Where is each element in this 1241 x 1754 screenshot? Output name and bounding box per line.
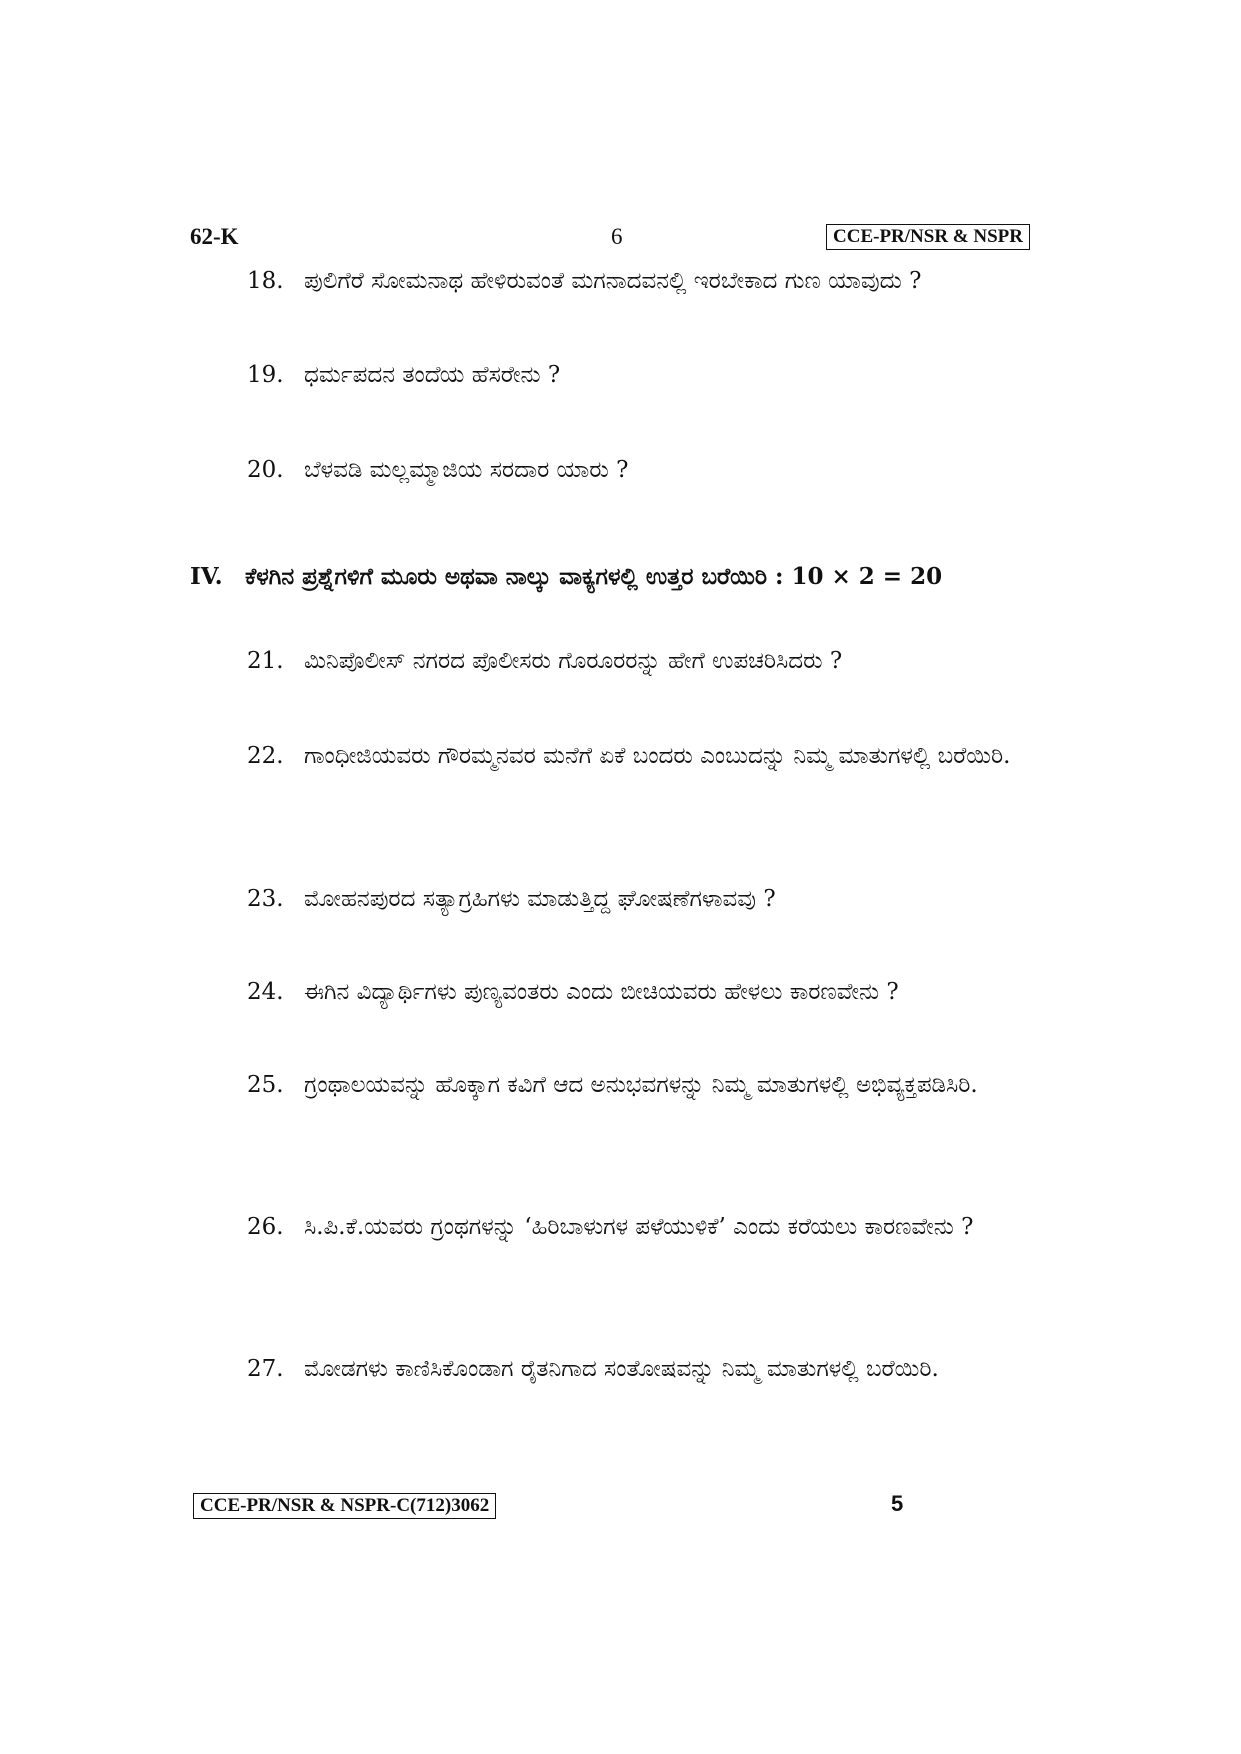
question-25	[247, 1056, 1057, 1114]
question-number: 25.	[247, 1072, 284, 1098]
question-27	[247, 1340, 1057, 1398]
question-number: 19.	[247, 362, 284, 388]
question-number: 24.	[247, 979, 284, 1005]
question-text: ಮೋಡಗಳು ಕಾಣಿಸಿಕೊಂಡಾಗ ರೈತನಿಗಾದ ಸಂತೋಷವನ್ನು ನಿಮ್ಮ ಮಾತುಗಳಲ್ಲಿ ಬರೆಯಿರಿ.	[304, 1356, 939, 1382]
question-18	[247, 252, 1057, 310]
question-21	[247, 632, 1057, 690]
question-number: 26.	[247, 1214, 284, 1240]
question-number: 22.	[247, 743, 284, 769]
question-text: ಬೆಳವಡಿ ಮಲ್ಲಮ್ಮಾಜಿಯ ಸರದಾರ ಯಾರು ?	[304, 457, 629, 483]
page-number: 6	[611, 224, 623, 249]
question-22	[247, 727, 1057, 785]
question-text: ಮಿನಿಪೊಲೀಸ್ ನಗರದ ಪೊಲೀಸರು ಗೊರೂರರನ್ನು ಹೇಗೆ ಉಪಚರಿಸಿದರು ?	[304, 648, 843, 674]
question-26	[247, 1198, 1057, 1256]
section-instruction: ಕೆಳಗಿನ ಪ್ರಶ್ನೆಗಳಿಗೆ ಮೂರು ಅಥವಾ ನಾಲ್ಕು ವಾಕ್ಯಗಳಲ್ಲಿ ಉತ್ತರ ಬರೆಯಿರಿ : 10 × 2 = 20	[245, 563, 943, 590]
question-number: 20.	[247, 457, 284, 483]
question-text: ಈಗಿನ ವಿದ್ಯಾರ್ಥಿಗಳು ಪುಣ್ಯವಂತರು ಎಂದು ಬೀಚಿಯವರು ಹೇಳಲು ಕಾರಣವೇನು ?	[304, 979, 899, 1005]
question-text: ಗ್ರಂಥಾಲಯವನ್ನು ಹೊಕ್ಕಾಗ ಕವಿಗೆ ಆದ ಅನುಭವಗಳನ್ನು ನಿಮ್ಮ ಮಾತುಗಳಲ್ಲಿ ಅಭಿವ್ಯಕ್ತಪಡಿಸಿರಿ.	[304, 1072, 978, 1098]
footer-code-box: CCE-PR/NSR & NSPR-C(712)3062	[193, 1493, 496, 1519]
question-text: ಧರ್ಮಪದನ ತಂದೆಯ ಹೆಸರೇನು ?	[304, 362, 561, 388]
question-19	[247, 346, 1057, 404]
footer-page-number: 5	[891, 1491, 904, 1516]
question-number: 23.	[247, 886, 284, 912]
paper-code: 62-K	[190, 224, 239, 249]
question-number: 27.	[247, 1356, 284, 1382]
section-number: IV.	[190, 563, 223, 590]
question-text: ಪುಲಿಗೆರೆ ಸೋಮನಾಥ ಹೇಳಿರುವಂತೆ ಮಗನಾದವನಲ್ಲಿ ಇರಬೇಕಾದ ಗುಣ ಯಾವುದು ?	[304, 268, 922, 294]
question-text: ಸಿ.ಪಿ.ಕೆ.ಯವರು ಗ್ರಂಥಗಳನ್ನು ‘ಹಿರಿಬಾಳುಗಳ ಪಳೆಯುಳಿಕೆ’ ಎಂದು ಕರೆಯಲು ಕಾರಣವೇನು ?	[304, 1214, 974, 1240]
question-24	[247, 963, 1057, 1021]
question-20	[247, 441, 1057, 499]
question-text: ಗಾಂಧೀಜಿಯವರು ಗೌರಮ್ಮನವರ ಮನೆಗೆ ಏಕೆ ಬಂದರು ಎಂಬುದನ್ನು ನಿಮ್ಮ ಮಾತುಗಳಲ್ಲಿ ಬರೆಯಿರಿ.	[304, 743, 1011, 769]
question-number: 18.	[247, 268, 284, 294]
question-23	[247, 870, 1057, 928]
exam-code-box: CCE-PR/NSR & NSPR	[826, 224, 1030, 250]
question-number: 21.	[247, 648, 284, 674]
section-heading	[190, 562, 1060, 592]
question-text: ಮೋಹನಪುರದ ಸತ್ಯಾಗ್ರಹಿಗಳು ಮಾಡುತ್ತಿದ್ದ ಘೋಷಣೆಗಳಾವವು ?	[304, 886, 776, 912]
